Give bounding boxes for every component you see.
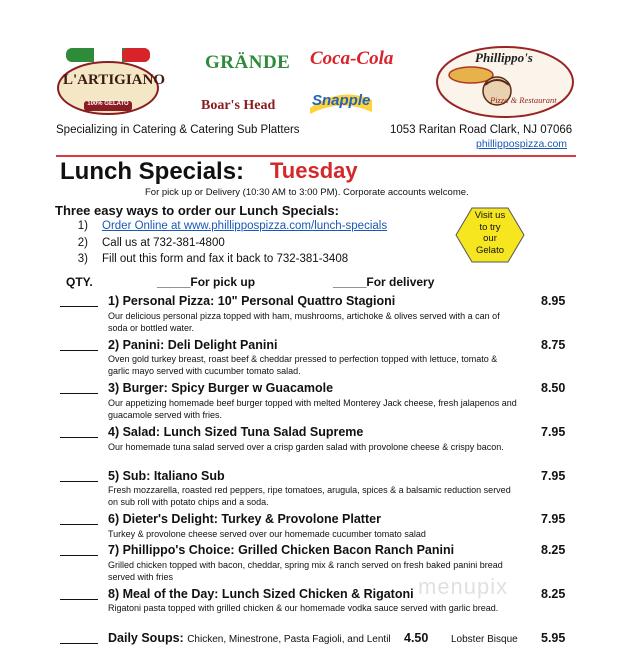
item-desc: Turkey & provolone cheese served over our homemade cucumber tomato salad: [108, 529, 426, 539]
soups-price: 4.50: [404, 631, 429, 645]
pickup-note: For pick up or Delivery (10:30 AM to 3:00 PM). Corporate accounts welcome.: [145, 187, 469, 198]
item-price: 8.50: [541, 381, 566, 395]
item-price: 7.95: [541, 425, 566, 439]
way-2: 2) Call us at 732-381-4800: [77, 237, 225, 249]
item-title: 6) Dieter's Delight: Turkey & Provolone Platter: [108, 512, 381, 526]
ways-heading: Three easy ways to order our Lunch Specials:: [55, 203, 339, 218]
item-price: 7.95: [541, 512, 566, 526]
lobster-bisque-label: Lobster Bisque: [451, 634, 518, 645]
soups-label: Daily Soups: Chicken, Minestrone, Pasta Fagioli, and Lentil: [108, 631, 391, 645]
page-title: Lunch Specials:: [60, 158, 245, 185]
item-price: 7.95: [541, 469, 566, 483]
item-desc: Fresh mozzarella, roasted red peppers, ripe tomatoes, arugula, spices & a balsamic reduction served on sub roll with potato chips and a soda.: [108, 485, 511, 507]
address: 1053 Raritan Road Clark, NJ 07066: [390, 124, 573, 136]
item-desc: Our homemade tuna salad served over a crisp garden salad with provolone cheese & crispy bacon.: [108, 442, 504, 452]
qty-blank[interactable]: [60, 393, 98, 394]
gelato-badge-text: Visit us to try our Gelato: [474, 210, 506, 256]
item-title: 4) Salad: Lunch Sized Tuna Salad Supreme: [108, 425, 364, 439]
phillippos-logo-name: Phillippo's: [475, 50, 533, 65]
item-price: 8.25: [541, 543, 566, 557]
item-desc: Rigatoni pasta topped with grilled chicken & our homemade vodka sauce served with garlic bread.: [108, 603, 499, 613]
delivery-option[interactable]: _____For delivery: [333, 275, 435, 289]
qty-blank[interactable]: [60, 481, 98, 482]
item-title: 2) Panini: Deli Delight Panini: [108, 338, 278, 352]
lartigiano-sub: 100% GELATO: [87, 101, 129, 107]
way-1: 1) Order Online at www.phillippospizza.com/lunch-specials: [77, 220, 388, 232]
qty-blank[interactable]: [60, 350, 98, 351]
phillippos-logo-sub: Pizza & Restaurant: [490, 95, 557, 105]
item-price: 8.25: [541, 587, 566, 601]
soups-list: Chicken, Minestrone, Pasta Fagioli, and Lentil: [187, 634, 391, 645]
item-title: 7) Phillippo's Choice: Grilled Chicken Bacon Ranch Panini: [108, 543, 455, 557]
pickup-option[interactable]: _____For pick up: [157, 275, 256, 289]
lartigiano-name: L'ARTIGIANO: [63, 72, 165, 88]
snapple-logo: Snapple: [312, 92, 371, 109]
qty-blank[interactable]: [60, 555, 98, 556]
qty-blank[interactable]: [60, 524, 98, 525]
qty-header: QTY.: [66, 275, 93, 289]
item-title: 1) Personal Pizza: 10" Personal Quattro Stagioni: [108, 294, 396, 308]
item-desc: Oven gold turkey breast, roast beef & cheddar pressed to perfection topped with lettuce, tomato & garlic mayo served with cucumber tomato salad.: [108, 354, 498, 376]
item-desc: Grilled chicken topped with bacon, cheddar, spring mix & ranch served on fresh baked panini bread served with fries: [108, 560, 503, 582]
boars-head-logo: Boar's Head: [201, 98, 276, 113]
lobster-bisque-price: 5.95: [541, 631, 566, 645]
item-price: 8.75: [541, 338, 566, 352]
item-title: 5) Sub: Italiano Sub: [108, 469, 225, 483]
website-link[interactable]: phillippospizza.com: [476, 138, 568, 150]
grande-logo: GRÄNDE: [205, 52, 291, 73]
order-online-link[interactable]: Order Online at www.phillippospizza.com/lunch-specials: [102, 220, 388, 232]
qty-blank[interactable]: [60, 599, 98, 600]
item-desc: Our delicious personal pizza topped with ham, mushrooms, artichoke & olives served with a can of soda or bottled water.: [108, 311, 500, 333]
item-title: 8) Meal of the Day: Lunch Sized Chicken & Rigatoni: [108, 587, 414, 601]
qty-blank[interactable]: [60, 306, 98, 307]
item-desc: Our appetizing homemade beef burger topped with melted Monterey Jack cheese, fresh jalapenos and guacamole served with fries.: [108, 398, 517, 420]
day-title: Tuesday: [270, 158, 358, 183]
way-3: 3) Fill out this form and fax it back to 732-381-3408: [77, 253, 349, 265]
watermark: menupix: [418, 574, 509, 599]
item-price: 8.95: [541, 294, 566, 308]
item-title: 3) Burger: Spicy Burger w Guacamole: [108, 381, 334, 395]
header-divider: [56, 155, 576, 157]
coca-cola-logo: Coca-Cola: [310, 48, 394, 69]
qty-blank[interactable]: [60, 643, 98, 644]
qty-blank[interactable]: [60, 437, 98, 438]
tagline: Specializing in Catering & Catering Sub Platters: [56, 124, 300, 136]
